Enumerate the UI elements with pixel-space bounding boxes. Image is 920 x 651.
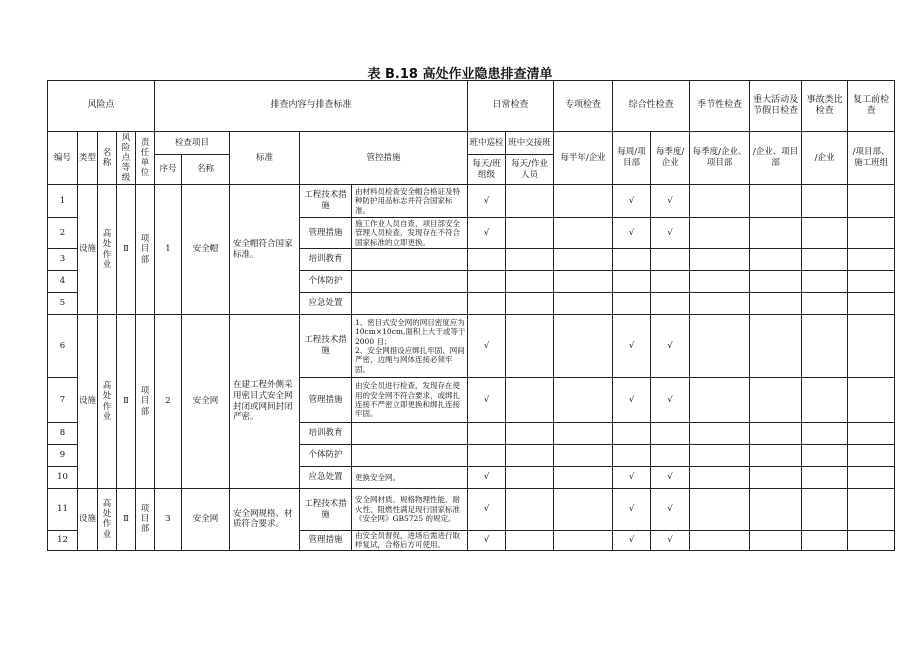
resp-unit: 项目部 — [136, 185, 155, 315]
check-seasonal — [690, 185, 750, 218]
measure-content: 由材料员检查安全帽合格证及特种防护用品标志并符合国家标准。 — [352, 185, 468, 218]
check-weekly — [613, 423, 651, 445]
check-resume — [848, 489, 895, 531]
header-risk-level: 风险点等级 — [117, 132, 136, 185]
measure-content: 1、密目式安全网的网目密度应为10cm×10cm,面积上大于或等于 2000 目； 2、安全网措设应绑扎牢固、网间严密，边绳与网体连接必须牢固。 — [352, 315, 468, 378]
check-half-year — [554, 467, 613, 489]
row-no: 9 — [48, 445, 78, 467]
check-half-year — [554, 378, 613, 423]
check-accident — [802, 218, 848, 249]
check-resume — [848, 423, 895, 445]
check-half-year — [554, 489, 613, 531]
check-weekly: √ — [613, 378, 651, 423]
check-daily-team — [468, 423, 506, 445]
risk-type: 设施 — [78, 185, 98, 315]
header-quarterly-proj: 每季度/企业、项目部 — [690, 132, 750, 185]
check-daily-work — [506, 293, 554, 315]
check-seasonal — [690, 315, 750, 378]
row-no: 2 — [48, 218, 78, 249]
header-daily-work: 每天/作业人员 — [506, 155, 554, 185]
measure-content: 由安全员督促，进场后需进行取样复试，合格后方可使用。 — [352, 531, 468, 551]
item-seq: 2 — [155, 315, 182, 489]
item-seq: 1 — [155, 185, 182, 315]
header-comprehensive-check: 综合性检查 — [613, 81, 690, 132]
header-half-year: 每半年/企业 — [554, 132, 613, 185]
risk-type: 设施 — [78, 489, 98, 551]
check-major-event — [750, 293, 802, 315]
check-resume — [848, 271, 895, 293]
check-daily-team: √ — [468, 315, 506, 378]
row-no: 8 — [48, 423, 78, 445]
header-item-name: 名称 — [182, 155, 230, 185]
check-major-event — [750, 531, 802, 551]
check-accident — [802, 531, 848, 551]
check-quarterly: √ — [651, 315, 690, 378]
page-title: 表 B.18 高处作业隐患排查清单 — [367, 67, 553, 82]
risk-level: Ⅱ — [117, 185, 136, 315]
measure-type: 应急处置 — [300, 467, 352, 489]
row-no: 5 — [48, 293, 78, 315]
check-accident — [802, 445, 848, 467]
check-daily-work — [506, 378, 554, 423]
check-major-event — [750, 467, 802, 489]
check-quarterly: √ — [651, 531, 690, 551]
check-daily-team: √ — [468, 489, 506, 531]
check-seasonal — [690, 467, 750, 489]
check-daily-work — [506, 249, 554, 271]
check-accident — [802, 489, 848, 531]
header-daily-team: 每天/班组级 — [468, 155, 506, 185]
item-standard: 安全网规格、材质符合要求。 — [230, 489, 300, 551]
check-quarterly: √ — [651, 467, 690, 489]
check-seasonal — [690, 293, 750, 315]
check-weekly: √ — [613, 489, 651, 531]
check-half-year — [554, 185, 613, 218]
check-half-year — [554, 271, 613, 293]
measure-type: 工程技术措施 — [300, 489, 352, 531]
check-accident — [802, 249, 848, 271]
check-resume — [848, 218, 895, 249]
check-quarterly — [651, 423, 690, 445]
check-resume — [848, 531, 895, 551]
check-quarterly: √ — [651, 378, 690, 423]
check-daily-team — [468, 445, 506, 467]
measure-content: 由安全员进行检查，发现存在使用的安全网不符合要求，或绑扎连接不严密立即更换和绑扎连接牢固。 — [352, 378, 468, 423]
check-resume — [848, 467, 895, 489]
measure-type: 工程技术措施 — [300, 315, 352, 378]
item-seq: 3 — [155, 489, 182, 551]
check-major-event — [750, 489, 802, 531]
check-seasonal — [690, 423, 750, 445]
header-control: 管控措施 — [300, 132, 468, 185]
check-daily-work — [506, 531, 554, 551]
check-seasonal — [690, 531, 750, 551]
measure-content — [352, 249, 468, 271]
item-name: 安全帽 — [182, 185, 230, 315]
check-accident — [802, 423, 848, 445]
check-daily-work — [506, 271, 554, 293]
row-no: 6 — [48, 315, 78, 378]
header-risk-point: 风险点 — [48, 81, 155, 132]
header-special-check: 专项检查 — [554, 81, 613, 132]
check-daily-team: √ — [468, 378, 506, 423]
item-name: 安全网 — [182, 315, 230, 489]
header-type: 类型 — [78, 132, 98, 185]
header-seq: 序号 — [155, 155, 182, 185]
check-quarterly — [651, 445, 690, 467]
header-seasonal-check: 季节性检查 — [690, 81, 750, 132]
risk-level: Ⅱ — [117, 489, 136, 551]
check-half-year — [554, 218, 613, 249]
check-quarterly: √ — [651, 185, 690, 218]
check-weekly — [613, 249, 651, 271]
check-resume — [848, 185, 895, 218]
check-major-event — [750, 218, 802, 249]
check-daily-team: √ — [468, 531, 506, 551]
check-half-year — [554, 249, 613, 271]
check-daily-team: √ — [468, 218, 506, 249]
check-resume — [848, 445, 895, 467]
check-daily-work — [506, 445, 554, 467]
check-daily-team — [468, 293, 506, 315]
header-shift-patrol: 班中巡检 — [468, 132, 506, 155]
header-name: 名称 — [98, 132, 117, 185]
resp-unit: 项目部 — [136, 489, 155, 551]
measure-content — [352, 293, 468, 315]
measure-type: 管理措施 — [300, 531, 352, 551]
check-daily-work — [506, 218, 554, 249]
check-accident — [802, 467, 848, 489]
header-content-standard: 排查内容与排查标准 — [155, 81, 468, 132]
measure-type: 工程技术措施 — [300, 185, 352, 218]
measure-content: 施工作业人员自查，项目部安全管理人员检查，发现存在不符合国家标准的立即更换。 — [352, 218, 468, 249]
check-major-event — [750, 249, 802, 271]
check-daily-team — [468, 249, 506, 271]
check-major-event — [750, 378, 802, 423]
risk-name: 高处作业 — [98, 315, 117, 489]
check-daily-team — [468, 271, 506, 293]
item-standard: 安全帽符合国家标准。 — [230, 185, 300, 315]
check-half-year — [554, 315, 613, 378]
table-row — [48, 489, 895, 531]
header-accident-check: 事故类比检查 — [802, 81, 848, 132]
measure-content — [352, 423, 468, 445]
check-accident — [802, 185, 848, 218]
row-no: 12 — [48, 531, 78, 551]
header-ent-proj: /企业、项目部 — [750, 132, 802, 185]
check-daily-team: √ — [468, 185, 506, 218]
check-accident — [802, 293, 848, 315]
check-resume — [848, 378, 895, 423]
check-major-event — [750, 423, 802, 445]
row-no: 1 — [48, 185, 78, 218]
measure-type: 管理措施 — [300, 218, 352, 249]
check-seasonal — [690, 378, 750, 423]
check-seasonal — [690, 489, 750, 531]
check-weekly — [613, 445, 651, 467]
check-weekly: √ — [613, 531, 651, 551]
check-seasonal — [690, 271, 750, 293]
measure-type: 应急处置 — [300, 293, 352, 315]
check-weekly — [613, 293, 651, 315]
row-no: 11 — [48, 489, 78, 531]
check-daily-work — [506, 423, 554, 445]
check-daily-work — [506, 489, 554, 531]
risk-level: Ⅱ — [117, 315, 136, 489]
row-no: 3 — [48, 249, 78, 271]
check-quarterly — [651, 293, 690, 315]
table-row — [48, 185, 895, 218]
check-daily-work — [506, 315, 554, 378]
check-seasonal — [690, 249, 750, 271]
check-half-year — [554, 293, 613, 315]
header-enterprise: /企业 — [802, 132, 848, 185]
risk-name: 高处作业 — [98, 185, 117, 315]
check-accident — [802, 271, 848, 293]
check-resume — [848, 293, 895, 315]
check-weekly: √ — [613, 218, 651, 249]
measure-type: 管理措施 — [300, 378, 352, 423]
header-standard: 标准 — [230, 132, 300, 185]
check-accident — [802, 378, 848, 423]
check-seasonal — [690, 218, 750, 249]
check-weekly: √ — [613, 315, 651, 378]
check-weekly: √ — [613, 467, 651, 489]
header-shift-handover: 班中交接班 — [506, 132, 554, 155]
check-weekly — [613, 271, 651, 293]
measure-content — [352, 445, 468, 467]
resp-unit: 项目部 — [136, 315, 155, 489]
check-quarterly — [651, 271, 690, 293]
measure-type: 个体防护 — [300, 271, 352, 293]
check-quarterly: √ — [651, 489, 690, 531]
measure-content: 安全网材质、规格物理性能、耐火性、阻燃性满足现行国家标准《安全网》GB5725 的规定。 — [352, 489, 468, 531]
measure-type: 培训教育 — [300, 423, 352, 445]
check-half-year — [554, 531, 613, 551]
header-resume-check: 复工前检查 — [848, 81, 895, 132]
row-no: 7 — [48, 378, 78, 423]
row-no: 4 — [48, 271, 78, 293]
header-check-item: 检查项目 — [155, 132, 230, 155]
header-daily-check: 日常检查 — [468, 81, 554, 132]
measure-type: 个体防护 — [300, 445, 352, 467]
header-major-event-check: 重大活动及节假日检查 — [750, 81, 802, 132]
check-resume — [848, 315, 895, 378]
header-weekly: 每周/项目部 — [613, 132, 651, 185]
measure-content: 更换安全网。 — [352, 467, 468, 489]
header-proj-team: /项目部、施工班组 — [848, 132, 895, 185]
measure-content — [352, 271, 468, 293]
check-accident — [802, 315, 848, 378]
risk-name: 高处作业 — [98, 489, 117, 551]
check-half-year — [554, 445, 613, 467]
check-weekly: √ — [613, 185, 651, 218]
row-no: 10 — [48, 467, 78, 489]
check-major-event — [750, 315, 802, 378]
check-major-event — [750, 445, 802, 467]
hazard-checklist-table — [47, 80, 895, 551]
header-no: 编号 — [48, 132, 78, 185]
check-major-event — [750, 271, 802, 293]
check-major-event — [750, 185, 802, 218]
measure-type: 培训教育 — [300, 249, 352, 271]
check-seasonal — [690, 445, 750, 467]
check-daily-work — [506, 185, 554, 218]
check-half-year — [554, 423, 613, 445]
table-row — [48, 315, 895, 378]
check-daily-work — [506, 467, 554, 489]
header-resp-unit: 责任单位 — [136, 132, 155, 185]
check-resume — [848, 249, 895, 271]
risk-type: 设施 — [78, 315, 98, 489]
check-daily-team: √ — [468, 467, 506, 489]
check-quarterly — [651, 249, 690, 271]
item-name: 安全网 — [182, 489, 230, 551]
check-quarterly: √ — [651, 218, 690, 249]
header-quarterly: 每季度/企业 — [651, 132, 690, 185]
item-standard: 在建工程外侧采用密目式安全网封闭或网间封闭严密。 — [230, 315, 300, 489]
